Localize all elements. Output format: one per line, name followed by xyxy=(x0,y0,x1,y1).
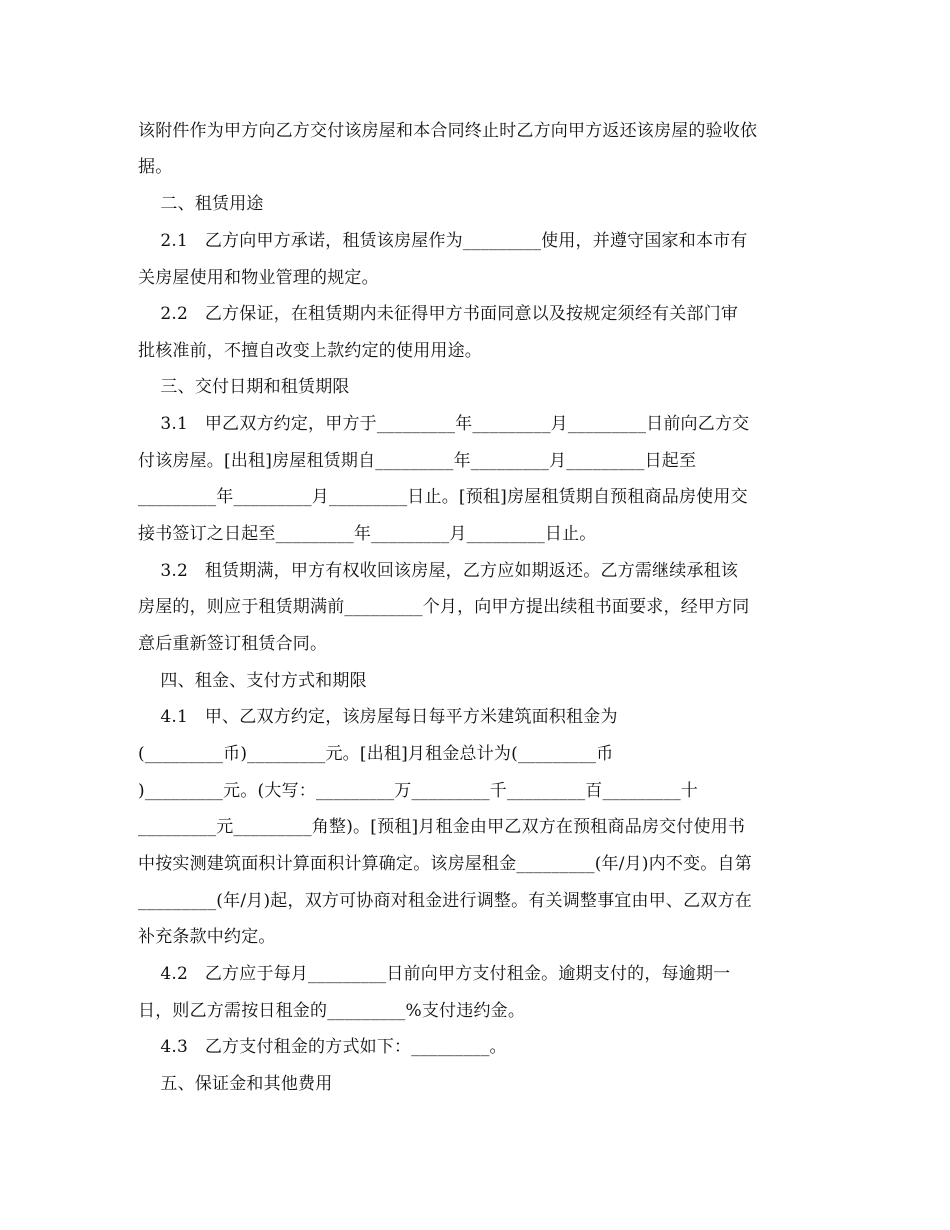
text-line: _________年_________月_________日止。[预租]房屋租赁期自预租商品房使用交 xyxy=(138,487,748,507)
text-line: 意后重新签订租赁合同。 xyxy=(138,634,328,654)
section-heading: 五、保证金和其他费用 xyxy=(138,1074,333,1094)
text-line: _________(年/月)起，双方可协商对租金进行调整。有关调整事宜由甲、乙双方在 xyxy=(138,891,752,911)
text-line: 据。 xyxy=(138,157,173,177)
text-line: 2.2 乙方保证，在租赁期内未征得甲方书面同意以及按规定须经有关部门审 xyxy=(138,304,739,324)
section-heading: 二、租赁用途 xyxy=(138,194,264,214)
text-line: (_________币)_________元。[出租]月租金总计为(_________币 xyxy=(138,744,614,764)
text-line: 付该房屋。[出租]房屋租赁期自_________年_________月_________日起至 xyxy=(138,451,697,471)
text-line: 补充条款中约定。 xyxy=(138,927,276,947)
text-line: )_________元。(大写：_________万_________千_________百_________十 xyxy=(138,781,698,801)
text-line: 该附件作为甲方向乙方交付该房屋和本合同终止时乙方向甲方返还该房屋的验收依 xyxy=(138,121,758,141)
text-line: 3.2 租赁期满，甲方有权收回该房屋，乙方应如期返还。乙方需继续承租该 xyxy=(138,561,739,581)
text-line: 2.1 乙方向甲方承诺，租赁该房屋作为_________使用，并遵守国家和本市有 xyxy=(138,231,748,251)
text-line: 批核准前，不擅自改变上款约定的使用用途。 xyxy=(138,341,482,361)
text-line: _________元_________角整)。[预租]月租金由甲乙双方在预租商品房交付使用书 xyxy=(138,817,746,837)
text-line: 日，则乙方需按日租金的_________%支付违约金。 xyxy=(138,1001,526,1021)
section-heading: 三、交付日期和租赁期限 xyxy=(138,377,350,397)
text-line: 房屋的，则应于租赁期满前_________个月，向甲方提出续租书面要求，经甲方同 xyxy=(138,597,750,617)
text-line: 中按实测建筑面积计算面积计算确定。该房屋租金_________(年/月)内不变。自第 xyxy=(138,854,752,874)
text-line: 关房屋使用和物业管理的规定。 xyxy=(138,268,379,288)
text-line: 4.2 乙方应于每月_________日前向甲方支付租金。逾期支付的，每逾期一 xyxy=(138,964,731,984)
text-line: 4.3 乙方支付租金的方式如下：_________。 xyxy=(138,1037,507,1057)
text-line: 3.1 甲乙双方约定，甲方于_________年_________月_________日前向乙方交 xyxy=(138,414,750,434)
text-line: 4.1 甲、乙双方约定，该房屋每日每平方米建筑面积租金为 xyxy=(138,707,618,727)
text-line: 接书签订之日起至_________年_________月_________日止。 xyxy=(138,524,597,544)
section-heading: 四、租金、支付方式和期限 xyxy=(138,671,367,691)
